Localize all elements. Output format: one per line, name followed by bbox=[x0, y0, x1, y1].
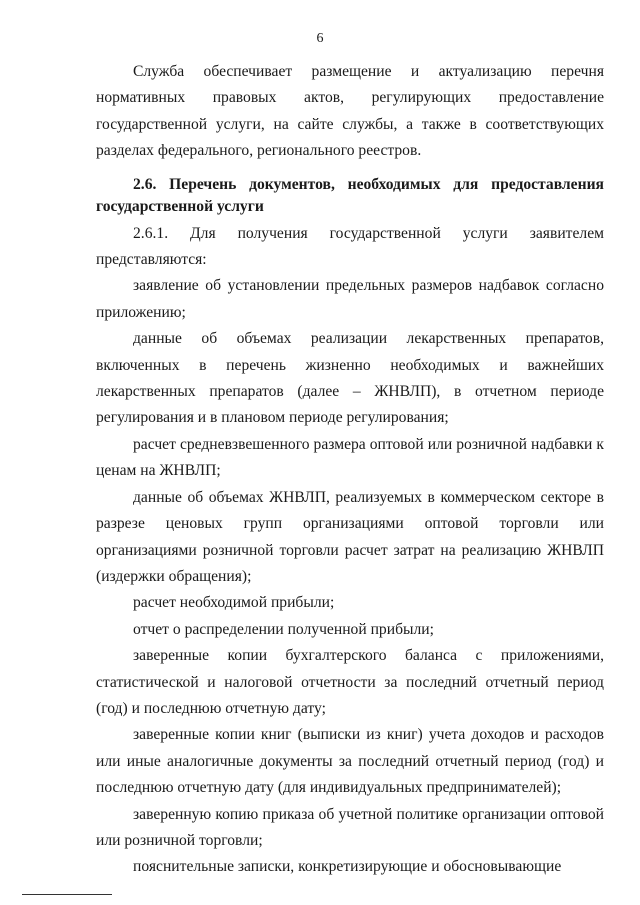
list-item: заявление об установлении предельных размеров надбавок согласно приложению; bbox=[96, 277, 604, 321]
document-body bbox=[96, 59, 604, 881]
paragraph-publication: Служба обеспечивает размещение и актуализацию перечня нормативных правовых актов, регулирующих предоставление государственной услуги, на сайте службы, а также в соответствующих разделах федерального, регионального реестров. bbox=[96, 63, 604, 160]
list-item: данные об объемах реализации лекарственных препаратов, включенных в перечень жизненно необходимых и важнейших лекарственных препаратов (далее – ЖНВЛП), в отчетном периоде регулирования и в плановом периоде регулирования; bbox=[96, 330, 604, 427]
paragraph-intro: 2.6.1. Для получения государственной услуги заявителем представляются: bbox=[96, 224, 604, 269]
list-item: расчет средневзвешенного размера оптовой или розничной надбавки к ценам на ЖНВЛП; bbox=[96, 435, 604, 480]
page-number: 6 bbox=[316, 31, 324, 46]
list-item: заверенную копию приказа об учетной политике организации оптовой или розничной торговли; bbox=[96, 805, 604, 849]
footer-rule bbox=[22, 894, 112, 895]
list-item: заверенные копии книг (выписки из книг) учета доходов и расходов или иные аналогичные документы за последний отчетный период (год) и последнюю отчетную дату (для индивидуальных предпринимателей); bbox=[96, 726, 604, 797]
list-item: расчет необходимой прибыли; bbox=[133, 594, 335, 612]
list-item: заверенные копии бухгалтерского баланса с приложениями, статистической и налоговой отчетности за последний отчетный период (год) и последнюю отчетную дату; bbox=[96, 647, 604, 717]
section-heading: 2.6. Перечень документов, необходимых для предоставления государственной услуги bbox=[96, 175, 604, 215]
list-item: данные об объемах ЖНВЛП, реализуемых в коммерческом секторе в разрезе ценовых групп организациями оптовой торговли или организациями розничной торговли расчет затрат на реализацию ЖНВЛП (издержки обращения); bbox=[96, 488, 604, 585]
list-item: пояснительные записки, конкретизирующие и обосновывающие bbox=[133, 858, 562, 876]
list-item: отчет о распределении полученной прибыли; bbox=[133, 620, 434, 638]
